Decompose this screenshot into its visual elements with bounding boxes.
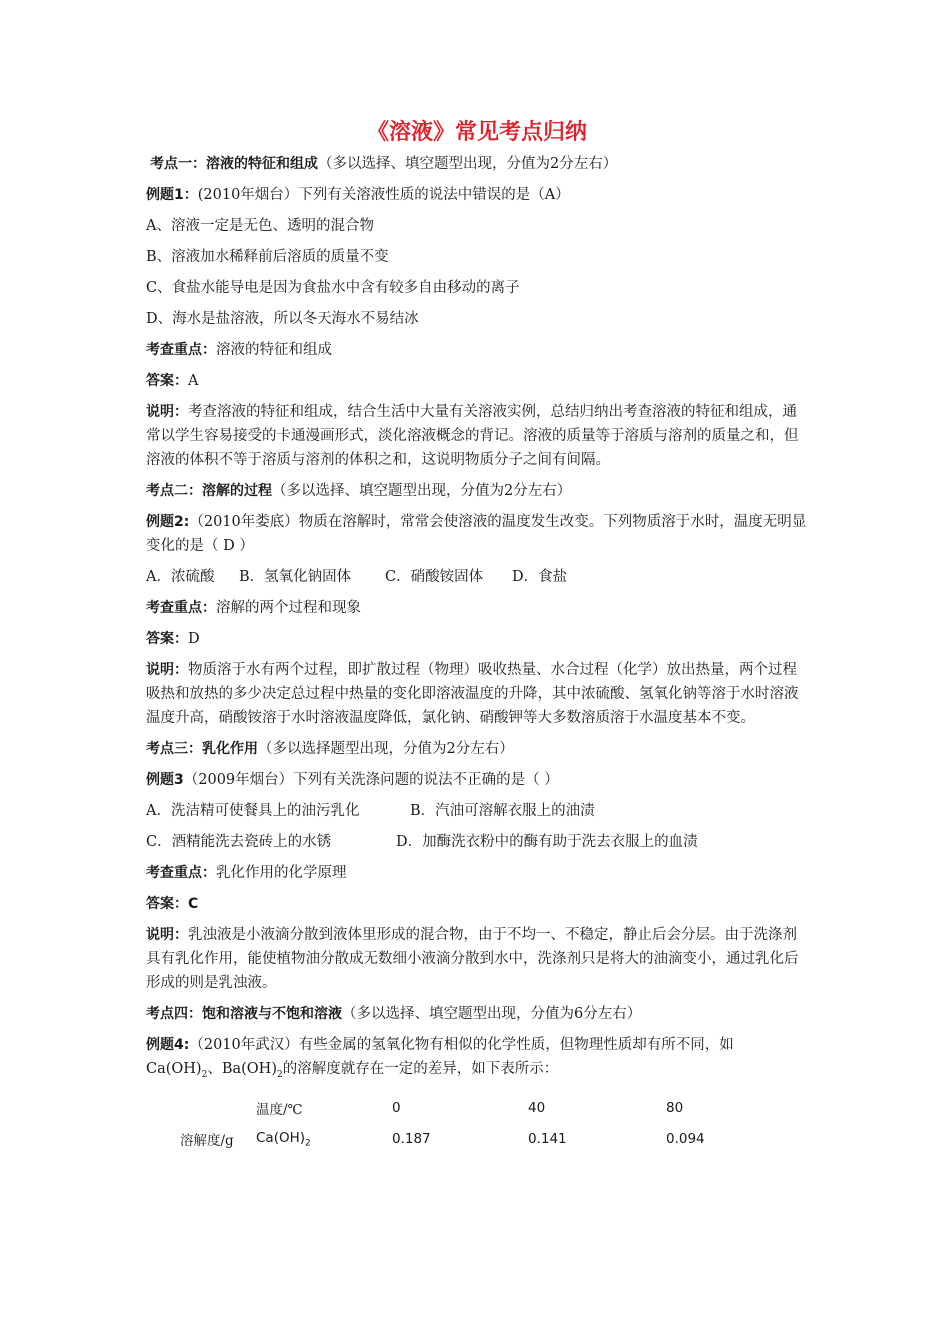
section-4-title: 考点四：饱和溶液与不饱和溶液: [146, 1006, 342, 1022]
explanation-1-text: 考查溶液的特征和组成，结合生活中大量有关溶液实例，总结归纳出考查溶液的特征和组成，通常以学生容易接受的卡通漫画形式，淡化溶液概念的背记。溶液的质量等于溶质与溶剂的质量之和，但溶液的体积不等于溶质与溶剂的体积之和，这说明物质分子之间有间隔。: [146, 404, 799, 468]
answer-3-value: C: [188, 896, 199, 912]
answer-1-value: A: [188, 373, 199, 389]
example-4-text-2: 的溶解度就存在一定的差异，如下表所示：: [282, 1061, 559, 1077]
example-3: [146, 768, 808, 792]
focus-2-text: 溶解的两个过程和现象: [216, 600, 361, 616]
formula-caoh2: $Ca(OH)_2$: [146, 1061, 208, 1080]
focus-2: [146, 596, 808, 620]
document-page: [146, 118, 808, 1155]
explanation-3-label: 说明：: [146, 927, 188, 943]
explanation-2-label: 说明：: [146, 662, 188, 678]
answer-1-label: 答案：: [146, 373, 188, 389]
explanation-2: [146, 658, 808, 730]
focus-3-label: 考查重点：: [146, 865, 216, 881]
option-2d: D．食盐: [512, 569, 568, 585]
example-2: [146, 510, 808, 558]
solubility-label: 溶解度/g: [180, 1133, 234, 1150]
section-2-note: （多以选择、填空题型出现，分值为2分左右）: [272, 483, 572, 499]
answer-3: [146, 892, 808, 916]
solubility-table: [180, 1093, 786, 1155]
example-4: 例题4:（2010年武汉）有些金属的氢氧化物有相似的化学性质，但物理性质却有所不同，如$Ca(OH)_2$、$Ba(OH)_2$的溶解度就存在一定的差异，如下表所示：: [146, 1037, 734, 1080]
section-1-note: （多以选择、填空题型出现，分值为2分左右）: [318, 156, 618, 172]
temp-0: 0: [392, 1100, 401, 1117]
row-label-caoh2: $Ca(OH)_2$: [256, 1130, 311, 1149]
options-3-row-2: [146, 830, 808, 854]
value-0: 0.187: [392, 1131, 431, 1148]
options-2: [146, 565, 808, 589]
section-3-heading: [146, 737, 808, 761]
document-title: 《溶液》常见考点归纳: [366, 120, 587, 145]
explanation-3: [146, 923, 808, 995]
option-3a: A．洗洁精可使餐具上的油污乳化: [146, 803, 360, 819]
value-40: 0.141: [528, 1131, 567, 1148]
temp-40: 40: [528, 1100, 546, 1117]
formula-baoh2: $Ba(OH)_2$: [221, 1061, 283, 1080]
example-2-label: 例题2:: [146, 514, 190, 530]
example-3-text: （2009年烟台）下列有关洗涤问题的说法不正确的是（ ）: [183, 772, 559, 788]
explanation-2-text: 物质溶于水有两个过程，即扩散过程（物理）吸收热量、水合过程（化学）放出热量，两个过程吸热和放热的多少决定总过程中热量的变化即溶液温度的升降，其中浓硫酸、氢氧化钠等溶于水时溶液温度升高，硝酸铵溶于水时溶液温度降低，氯化钠、硝酸钾等大多数溶质溶于水温度基本不变。: [146, 662, 799, 726]
answer-2: [146, 627, 808, 651]
answer-2-label: 答案：: [146, 631, 188, 647]
example-2-text: （2010年娄底）物质在溶解时，常常会使溶液的温度发生改变。下列物质溶于水时，温度无明显变化的是（ D ）: [146, 514, 807, 554]
focus-3-text: 乳化作用的化学原理: [216, 865, 347, 881]
option-1a: A、溶液一定是无色、透明的混合物: [146, 218, 374, 234]
option-3d: D．加酶洗衣粉中的酶有助于洗去衣服上的血渍: [396, 834, 698, 850]
focus-2-label: 考查重点：: [146, 600, 216, 616]
section-1-heading: [150, 152, 808, 176]
answer-1: [146, 369, 808, 393]
section-2-title: 考点二：溶解的过程: [146, 483, 272, 499]
option-3b: B．汽油可溶解衣服上的油渍: [410, 803, 595, 819]
option-1b: B、溶液加水稀释前后溶质的质量不变: [146, 249, 389, 265]
example-1-label: 例题1：: [146, 187, 198, 203]
option-3c: C．酒精能洗去瓷砖上的水锈: [146, 834, 332, 850]
answer-3-label: 答案：: [146, 896, 188, 912]
focus-1: [146, 338, 808, 362]
section-1-title: 考点一：溶液的特征和组成: [150, 156, 318, 172]
section-4-heading: [146, 1002, 808, 1026]
table-row: [180, 1124, 786, 1155]
option-1d: D、海水是盐溶液，所以冬天海水不易结冰: [146, 311, 419, 327]
explanation-3-text: 乳浊液是小液滴分散到液体里形成的混合物，由于不均一、不稳定，静止后会分层。由于洗涤剂具有乳化作用，能使植物油分散成无数细小液滴分散到水中，洗涤剂只是将大的油滴变小，通过乳化后形成的则是乳浊液。: [146, 927, 799, 991]
focus-1-label: 考查重点：: [146, 342, 216, 358]
example-4-text-1: （2010年武汉）有些金属的氢氧化物有相似的化学性质，但物理性质却有所不同，如: [189, 1037, 734, 1053]
section-3-note: （多以选择题型出现，分值为2分左右）: [258, 741, 514, 757]
focus-1-text: 溶液的特征和组成: [216, 342, 332, 358]
example-1-text: (2010年烟台）下列有关溶液性质的说法中错误的是（A）: [197, 187, 570, 203]
focus-3: [146, 861, 808, 885]
options-3-row-1: [146, 799, 808, 823]
example-3-label: 例题3: [146, 772, 184, 788]
option-2c: C．硝酸铵固体: [385, 569, 484, 585]
section-2-heading: [146, 479, 808, 503]
value-80: 0.094: [666, 1131, 705, 1148]
option-2a: A．浓硫酸: [146, 569, 215, 585]
option-2b: B．氢氧化钠固体: [239, 569, 352, 585]
section-3-title: 考点三：乳化作用: [146, 741, 258, 757]
temp-80: 80: [666, 1100, 684, 1117]
example-4-label: 例题4:: [146, 1037, 190, 1053]
option-1c: C、食盐水能导电是因为食盐水中含有较多自由移动的离子: [146, 280, 520, 296]
explanation-1-label: 说明：: [146, 404, 188, 420]
temp-header: 温度/℃: [256, 1102, 303, 1119]
section-4-note: （多以选择、填空题型出现，分值为6分左右）: [342, 1006, 642, 1022]
table-row: [180, 1093, 786, 1124]
explanation-1: [146, 400, 808, 472]
example-1: [146, 183, 808, 207]
answer-2-value: D: [188, 631, 200, 647]
